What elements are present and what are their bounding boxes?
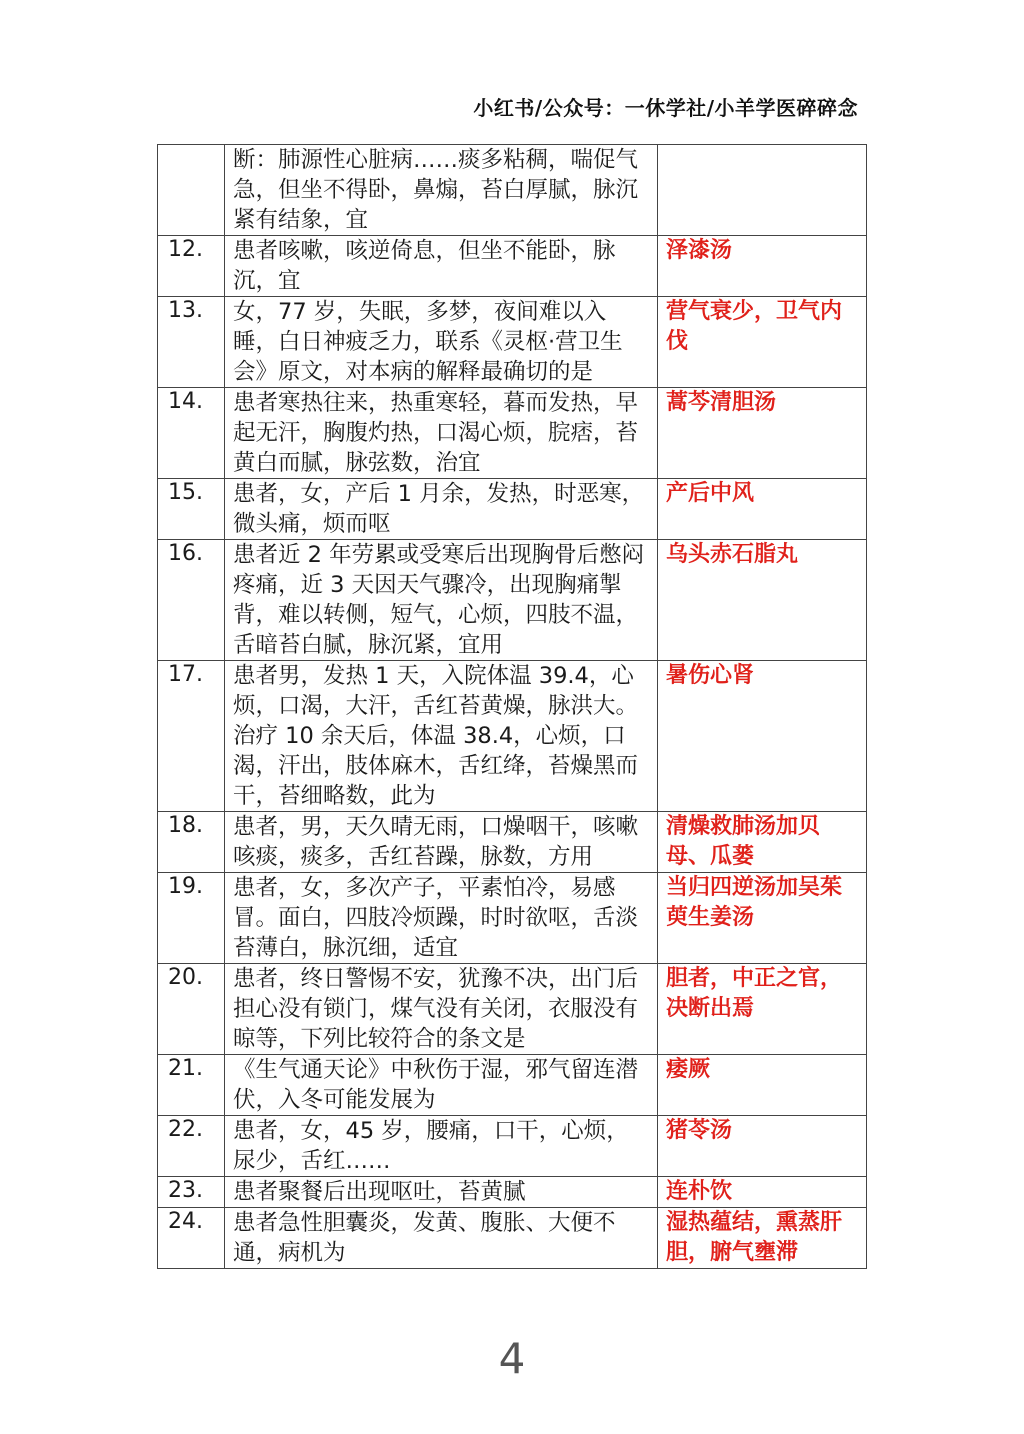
question-number: 15. bbox=[158, 479, 225, 540]
qa-table-body bbox=[158, 145, 867, 1269]
question-number bbox=[158, 145, 225, 236]
table-row bbox=[158, 1055, 867, 1116]
table-row bbox=[158, 661, 867, 812]
question-text: 患者，终日警惕不安，犹豫不决，出门后担心没有锁门，煤气没有关闭，衣服没有晾等，下列比较符合的条文是 bbox=[225, 964, 658, 1055]
answer-text: 猪苓汤 bbox=[658, 1116, 867, 1177]
table-row bbox=[158, 873, 867, 964]
table-row bbox=[158, 236, 867, 297]
question-text: 女，77 岁，失眠，多梦，夜间难以入睡，白日神疲乏力，联系《灵枢·营卫生会》原文，对本病的解释最确切的是 bbox=[225, 297, 658, 388]
answer-text: 痿厥 bbox=[658, 1055, 867, 1116]
qa-table bbox=[157, 144, 867, 1269]
question-text: 断：肺源性心脏病……痰多粘稠，喘促气急，但坐不得卧，鼻煽，苔白厚腻，脉沉紧有结象，宜 bbox=[225, 145, 658, 236]
question-number: 12. bbox=[158, 236, 225, 297]
question-text: 患者，女，多次产子，平素怕冷，易感冒。面白，四肢冷烦躁，时时欲呕，舌淡苔薄白，脉沉细，适宜 bbox=[225, 873, 658, 964]
table-row bbox=[158, 540, 867, 661]
table-row bbox=[158, 479, 867, 540]
question-number: 23. bbox=[158, 1177, 225, 1208]
answer-text: 蒿芩清胆汤 bbox=[658, 388, 867, 479]
question-number: 24. bbox=[158, 1208, 225, 1269]
table-row bbox=[158, 145, 867, 236]
question-text: 《生气通天论》中秋伤于湿，邪气留连潜伏，入冬可能发展为 bbox=[225, 1055, 658, 1116]
answer-text: 暑伤心肾 bbox=[658, 661, 867, 812]
answer-text: 产后中风 bbox=[658, 479, 867, 540]
answer-text: 乌头赤石脂丸 bbox=[658, 540, 867, 661]
question-number: 17. bbox=[158, 661, 225, 812]
question-number: 18. bbox=[158, 812, 225, 873]
question-number: 14. bbox=[158, 388, 225, 479]
question-text: 患者，女，产后 1 月余，发热，时恶寒，微头痛，烦而呕 bbox=[225, 479, 658, 540]
question-number: 19. bbox=[158, 873, 225, 964]
page-number: 4 bbox=[498, 1334, 526, 1383]
table-row bbox=[158, 297, 867, 388]
table-row bbox=[158, 1116, 867, 1177]
table-row bbox=[158, 964, 867, 1055]
question-number: 21. bbox=[158, 1055, 225, 1116]
answer-text: 清燥救肺汤加贝母、瓜蒌 bbox=[658, 812, 867, 873]
question-text: 患者寒热往来，热重寒轻，暮而发热，早起无汗，胸腹灼热，口渴心烦，脘痞，苔黄白而腻，脉弦数，治宜 bbox=[225, 388, 658, 479]
question-text: 患者，女，45 岁，腰痛，口干，心烦，尿少，舌红…… bbox=[225, 1116, 658, 1177]
answer-text: 当归四逆汤加吴茱萸生姜汤 bbox=[658, 873, 867, 964]
question-number: 13. bbox=[158, 297, 225, 388]
question-number: 16. bbox=[158, 540, 225, 661]
answer-text: 营气衰少，卫气内伐 bbox=[658, 297, 867, 388]
table-row bbox=[158, 1177, 867, 1208]
table-row bbox=[158, 1208, 867, 1269]
question-number: 20. bbox=[158, 964, 225, 1055]
page-header: 小红书/公众号：一休学社/小羊学医碎碎念 bbox=[473, 96, 858, 120]
question-text: 患者聚餐后出现呕吐，苔黄腻 bbox=[225, 1177, 658, 1208]
table-row bbox=[158, 388, 867, 479]
question-text: 患者近 2 年劳累或受寒后出现胸骨后憋闷疼痛，近 3 天因天气骤冷，出现胸痛掣背，难以转侧，短气，心烦，四肢不温，舌暗苔白腻，脉沉紧，宜用 bbox=[225, 540, 658, 661]
answer-text: 连朴饮 bbox=[658, 1177, 867, 1208]
answer-text: 胆者，中正之官，决断出焉 bbox=[658, 964, 867, 1055]
question-text: 患者男，发热 1 天，入院体温 39.4，心烦，口渴，大汗，舌红苔黄燥，脉洪大。治疗 10 余天后，体温 38.4，心烦，口渴，汗出，肢体麻木，舌红绛，苔燥黑而干，苔细略数，此为 bbox=[225, 661, 658, 812]
answer-text: 湿热蕴结，熏蒸肝胆，腑气壅滞 bbox=[658, 1208, 867, 1269]
question-text: 患者咳嗽，咳逆倚息，但坐不能卧，脉沉，宜 bbox=[225, 236, 658, 297]
answer-text: 泽漆汤 bbox=[658, 236, 867, 297]
question-text: 患者急性胆囊炎，发黄、腹胀、大便不通，病机为 bbox=[225, 1208, 658, 1269]
answer-text bbox=[658, 145, 867, 236]
question-text: 患者，男，天久晴无雨，口燥咽干，咳嗽咳痰，痰多，舌红苔躁，脉数，方用 bbox=[225, 812, 658, 873]
question-number: 22. bbox=[158, 1116, 225, 1177]
table-row bbox=[158, 812, 867, 873]
